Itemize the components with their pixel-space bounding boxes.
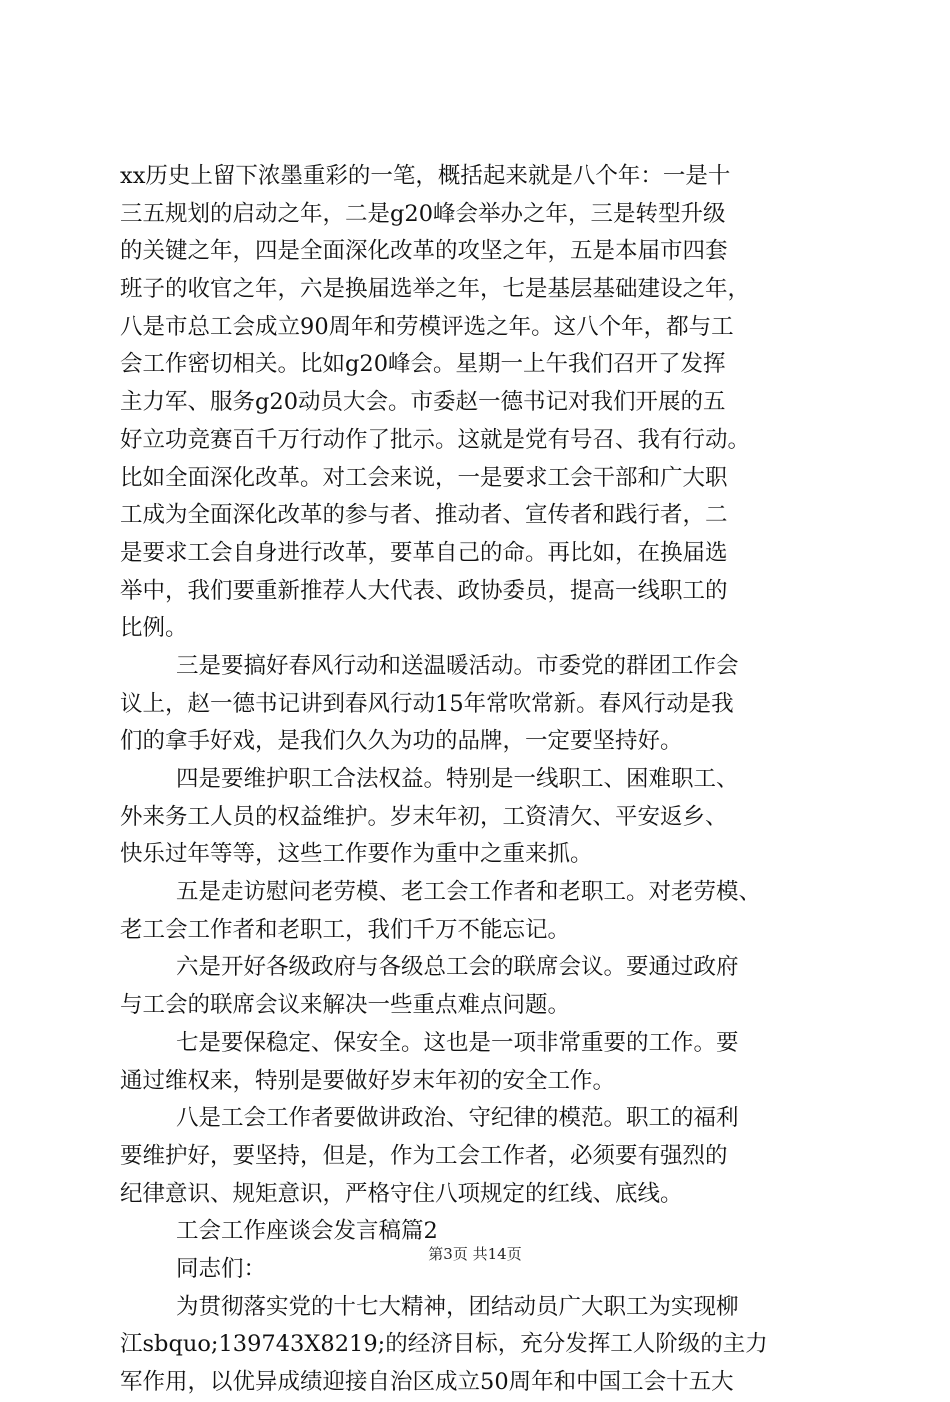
text-line: 为贯彻落实党的十七大精神，团结动员广大职工为实现柳: [176, 1293, 739, 1320]
text-line: xx历史上留下浓墨重彩的一笔，概括起来就是八个年：一是十: [120, 163, 731, 189]
text-line: 快乐过年等等，这些工作要作为重中之重来抓。: [120, 841, 593, 868]
text-line: 工成为全面深化改革的参与者、推动者、宣传者和践行者，二: [120, 502, 728, 529]
text-line: 举中，我们要重新推荐人大代表、政协委员，提高一线职工的: [120, 577, 728, 604]
text-line: 的关键之年，四是全面深化改革的攻坚之年，五是本届市四套: [120, 238, 728, 265]
text-line: 六是开好各级政府与各级总工会的联席会议。要通过政府: [176, 954, 739, 981]
text-line: 工会工作座谈会发言稿篇2: [176, 1218, 438, 1245]
text-line: 江sbquo;139743X8219;的经济目标，充分发挥工人阶级的主力: [120, 1331, 768, 1358]
text-line: 比例。: [120, 615, 188, 642]
text-line: 五是走访慰问老劳模、老工会工作者和老职工。对老劳模、: [176, 879, 762, 906]
text-line: 军作用，以优异成绩迎接自治区成立50周年和中国工会十五大: [120, 1369, 734, 1395]
text-line: 四是要维护职工合法权益。特别是一线职工、困难职工、: [176, 766, 739, 792]
text-line: 好立功竞赛百千万行动作了批示。这就是党有号召、我有行动。: [120, 426, 751, 453]
text-line: 议上，赵一德书记讲到春风行动15年常吹常新。春风行动是我: [120, 690, 734, 717]
text-line: 班子的收官之年，六是换届选举之年，七是基层基础建设之年，: [120, 276, 751, 303]
page-footer: 第3页 共14页: [428, 1245, 522, 1263]
text-line: 纪律意识、规矩意识，严格守住八项规定的红线、底线。: [120, 1180, 683, 1207]
text-line: 会工作密切相关。比如g20峰会。星期一上午我们召开了发挥: [120, 351, 726, 378]
text-line: 外来务工人员的权益维护。岁末年初，工资清欠、平安返乡、: [120, 803, 728, 830]
text-line: 八是工会工作者要做讲政治、守纪律的模范。职工的福利: [176, 1105, 739, 1132]
text-line: 通过维权来，特别是要做好岁末年初的安全工作。: [120, 1067, 616, 1094]
text-line: 与工会的联席会议来解决一些重点难点问题。: [120, 992, 571, 1019]
text-line: 老工会工作者和老职工，我们千万不能忘记。: [120, 916, 571, 943]
text-line: 比如全面深化改革。对工会来说，一是要求工会干部和广大职: [120, 464, 728, 491]
text-line: 要维护好，要坚持，但是，作为工会工作者，必须要有强烈的: [120, 1142, 728, 1169]
text-line: 同志们：: [176, 1255, 267, 1282]
text-line: 三是要搞好春风行动和送温暖活动。市委党的群团工作会: [176, 652, 739, 679]
document-body: [120, 158, 832, 1402]
text-line: 三五规划的启动之年，二是g20峰会举办之年，三是转型升级: [120, 200, 726, 227]
text-line: 主力军、服务g20动员大会。市委赵一德书记对我们开展的五: [120, 389, 726, 416]
text-line: 们的拿手好戏，是我们久久为功的品牌，一定要坚持好。: [120, 728, 683, 755]
text-line: 是要求工会自身进行改革，要革自己的命。再比如，在换届选: [120, 539, 728, 566]
text-line: 八是市总工会成立90周年和劳模评选之年。这八个年，都与工: [120, 313, 734, 340]
text-line: 七是要保稳定、保安全。这也是一项非常重要的工作。要: [176, 1029, 739, 1056]
